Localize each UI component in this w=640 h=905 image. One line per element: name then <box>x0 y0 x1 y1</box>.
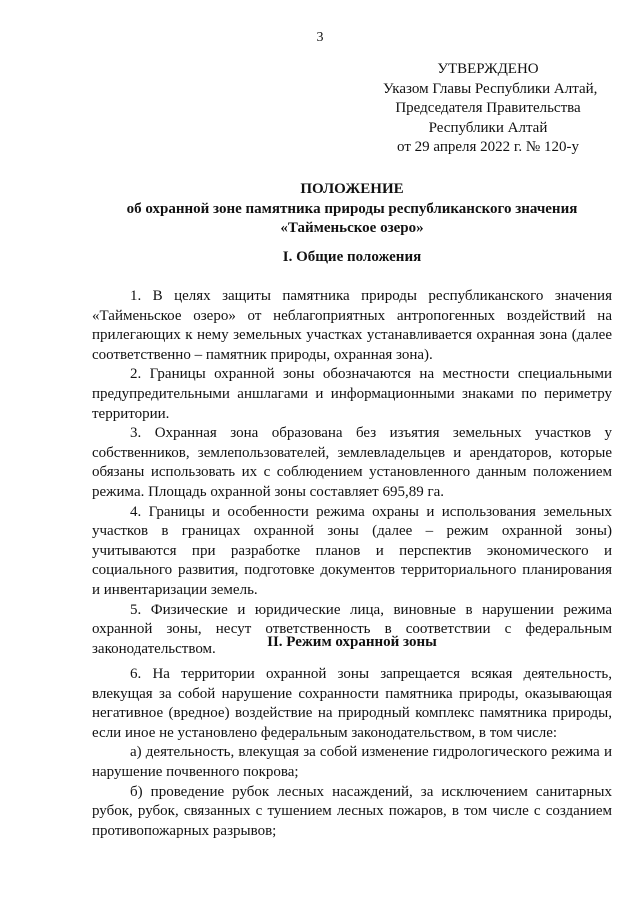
section-1-heading: I. Общие положения <box>282 249 422 265</box>
paragraph-5: 5. Физические и юридические лица, виновные в нарушении режима охранной зоны, несут ответственность в соответствии с федеральным законодательством. <box>92 601 612 657</box>
approval-region-line: Республики Алтай <box>428 119 548 136</box>
document-title <box>92 180 612 239</box>
title-main: ПОЛОЖЕНИЕ <box>300 181 404 197</box>
approval-position-line: Председателя Правительства <box>395 100 581 116</box>
paragraph-6: 6. На территории охранной зоны запрещается всякая деятельность, влекущая за собой нарушение сохранности памятника природы, оказывающая негативное (вредное) воздействие на природный комплекс памятника природы, если иное не установлено федеральным законодательством, в том числе: <box>92 666 612 741</box>
approval-heading: УТВЕРЖДЕНО <box>437 61 539 77</box>
paragraph-3: 3. Охранная зона образована без изъятия земельных участков у собственников, землепользователей, землевладельцев и арендаторов, которые обязаны использовать их с соблюдением установленного данным положением режима. Площадь охранной зоны составляет 695,89 га. <box>92 425 612 500</box>
approval-decree-line: Указом Главы Республики Алтай, <box>383 80 598 97</box>
paragraph-4: 4. Границы и особенности режима охраны и использования земельных участков в границах охранной зоны (далее – режим охранной зоны) учитываются при разработке планов и перспектив экономического и социального развития, подготовке документов территориального планирования и инвентаризации земель. <box>92 503 612 598</box>
section-2-body <box>92 665 612 841</box>
item-a: а) деятельность, влекущая за собой изменение гидрологического режима и нарушение почвенного покрова; <box>92 744 612 780</box>
page-number: 3 <box>316 30 324 45</box>
title-subject: об охранной зоне памятника природы республиканского значения <box>126 200 578 217</box>
item-b: б) проведение рубок лесных насаждений, за исключением санитарных рубок, рубок, связанных с тушением лесных пожаров, в том числе с созданием противопожарных разрывов; <box>92 783 612 839</box>
section-1-body <box>92 287 612 659</box>
paragraph-1: 1. В целях защиты памятника природы республиканского значения «Тайменьское озеро» от неблагоприятных антропогенных воздействий на прилегающих к нему земельных участках устанавливается охранная зона (далее соответственно – памятник природы, охранная зона). <box>92 288 612 363</box>
approval-stamp <box>383 60 598 158</box>
title-object-name: «Тайменьское озеро» <box>280 220 424 236</box>
approval-date-line: от 29 апреля 2022 г. № 120-у <box>397 139 579 155</box>
paragraph-2: 2. Границы охранной зоны обозначаются на местности специальными предупредительными аншлагами и информационными знаками по периметру территории. <box>92 366 612 422</box>
section-2-heading: II. Режим охранной зоны <box>267 634 437 650</box>
